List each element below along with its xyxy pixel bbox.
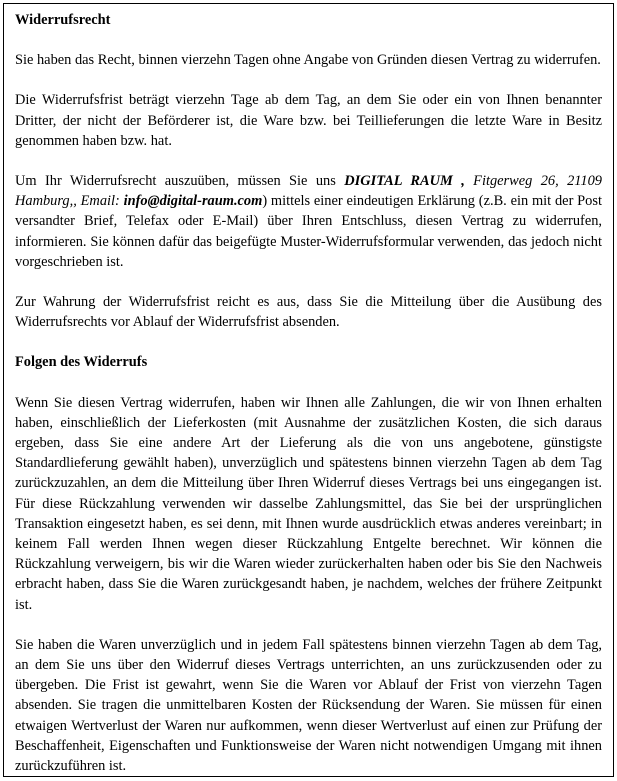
company-address: Fitgerweg 26, 21109 Hamburg,, Email: — [15, 173, 602, 210]
paragraph-withdrawal-period: Die Widerrufsfrist beträgt vierzehn Tage ab dem Tag, an dem Sie oder ein von Ihnen benannter Dritter, der nicht der Beförderer ist, die Ware bzw. bei Teillieferungen die letzte Ware in Besitz genommen haben bzw. hat. — [15, 92, 602, 149]
paragraph-right-to-withdraw: Sie haben das Recht, binnen vierzehn Tagen ohne Angabe von Gründen diesen Vertrag zu widerrufen. — [15, 52, 601, 69]
how-to-rest: ) mittels einer eindeutigen Erklärung (z.B. ein mit der Post versandter Brief, Telefax oder E-Mail) über Ihren Entschluss, diesen Vertrag zu widerrufen, informieren. Sie können dafür das beigefügte Muster-Widerrufsformular verwenden, das jedoch nicht vorgeschrieben ist. — [15, 193, 602, 270]
section-title-consequences: Folgen des Widerrufs — [15, 354, 148, 371]
paragraph-deadline-compliance: Zur Wahrung der Widerrufsfrist reicht es aus, dass Sie die Mitteilung über die Ausübung des Widerrufsrechts vor Ablauf der Widerrufsfrist absenden. — [15, 294, 602, 331]
company-name: DIGITAL RAUM , — [344, 173, 465, 190]
section-title-withdrawal-right: Widerrufsrecht — [15, 12, 111, 28]
withdrawal-policy-box — [3, 3, 614, 777]
paragraph-how-to-withdraw — [15, 171, 602, 272]
how-to-intro: Um Ihr Widerrufsrecht auszuüben, müssen Sie uns — [15, 173, 345, 190]
paragraph-refund: Wenn Sie diesen Vertrag widerrufen, haben wir Ihnen alle Zahlungen, die wir von Ihnen erhalten haben, einschließlich der Lieferkosten (mit Ausnahme der zusätzlichen Kosten, die sich daraus ergeben, dass Sie eine andere Art der Lieferung als die von uns angebotene, günstigste Standardlieferung gewählt haben), unverzüglich und spätestens binnen vierzehn Tagen ab dem Tag zurückzuzahlen, an dem die Mitteilung über Ihren Widerruf dieses Vertrags bei uns eingegangen ist. Für diese Rückzahlung verwenden wir dasselbe Zahlungsmittel, das Sie bei der ursprünglichen Transaktion eingesetzt haben, es sei denn, mit Ihnen wurde ausdrücklich etwas anderes vereinbart; in keinem Fall werden Ihnen wegen dieser Rückzahlung Entgelte berechnet. Wir können die Rückzahlung verweigern, bis wir die Waren wieder zurückerhalten haben oder bis Sie den Nachweis erbracht haben, dass Sie die Waren zurückgesandt haben, je nachdem, welches der frühere Zeitpunkt ist. — [15, 394, 602, 613]
paragraph-return-goods: Sie haben die Waren unverzüglich und in jedem Fall spätestens binnen vierzehn Tagen ab dem Tag, an dem Sie uns über den Widerruf dieses Vertrags unterrichten, an uns zurückzusenden oder zu übergeben. Die Frist ist gewahrt, wenn Sie die Waren vor Ablauf der Frist von vierzehn Tagen absenden. Sie tragen die unmittelbaren Kosten der Rücksendung der Waren. Sie müssen für einen etwaigen Wertverlust der Waren nur aufkommen, wenn dieser Wertverlust auf einen zur Prüfung der Beschaffenheit, Eigenschaften und Funktionsweise der Waren nicht notwendigen Umgang mit ihnen zurückzuführen ist. — [15, 636, 602, 775]
contact-email: info@digital-raum.com — [123, 193, 263, 210]
